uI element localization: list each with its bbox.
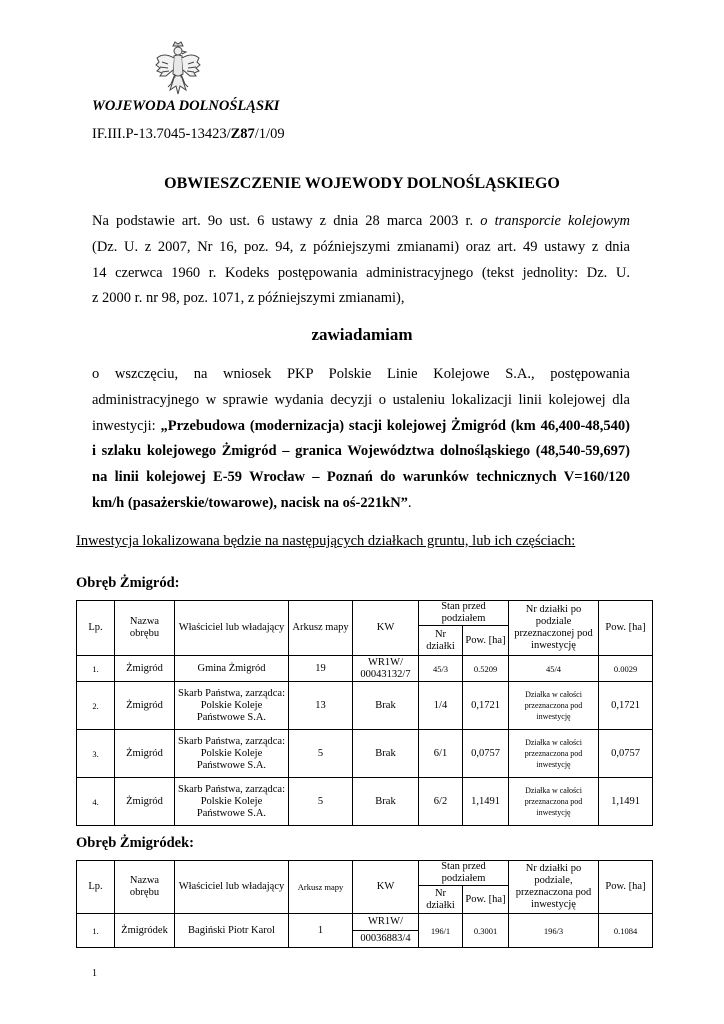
cell-nr-po: Działka w całości przeznaczona pod inwestycję xyxy=(509,730,599,778)
cell-kw: Brak xyxy=(353,730,419,778)
cell-pow-po: 0.1084 xyxy=(599,914,653,948)
para2-line5-bold: na linii kolejowej E-59 Wrocław – Poznań do warunków technicznych V=160/120 xyxy=(92,469,630,486)
para2-line4 xyxy=(92,439,630,465)
announcement-paragraph xyxy=(92,362,630,517)
reference-prefix: IF.III.P-13.7045-13423/ xyxy=(92,126,231,142)
header-pow-po: Pow. [ha] xyxy=(599,861,653,914)
header-nr-dzialki: Nr działki xyxy=(419,626,463,656)
para2-line6-period: . xyxy=(407,494,412,511)
page-number: 1 xyxy=(92,968,97,979)
cell-lp: 4. xyxy=(77,778,115,826)
cell-pow: 0,1721 xyxy=(463,682,509,730)
cell-nr-po: 45/4 xyxy=(509,656,599,682)
table-row xyxy=(77,914,653,948)
header-wlasciciel: Właściciel lub władający xyxy=(175,601,289,656)
header-nr-po-podziale: Nr działki po podziale, przeznaczona pod inwestycję xyxy=(509,861,599,914)
header-pow: Pow. [ha] xyxy=(463,626,509,656)
cell-nr: 6/2 xyxy=(419,778,463,826)
cell-arkusz: 5 xyxy=(289,730,353,778)
cell-nr-po: Działka w całości przeznaczona pod inwestycję xyxy=(509,778,599,826)
legal-basis-paragraph xyxy=(92,209,630,312)
cell-pow: 0.5209 xyxy=(463,656,509,682)
cell-kw: Brak xyxy=(353,778,419,826)
header-kw: KW xyxy=(353,601,419,656)
precinct-1-table xyxy=(76,600,653,826)
cell-obreb: Żmigród xyxy=(115,778,175,826)
para2-line5 xyxy=(92,465,630,491)
cell-wlasciciel: Skarb Państwa, zarządca: Polskie Koleje Państwowe S.A. xyxy=(175,730,289,778)
cell-kw-line1: WR1W/ xyxy=(353,914,418,931)
document-title: OBWIESZCZENIE WOJEWODY DOLNOŚLĄSKIEGO xyxy=(164,175,560,192)
cell-nr: 6/1 xyxy=(419,730,463,778)
cell-nr: 196/1 xyxy=(419,914,463,948)
para2-line1: o wszczęciu, na wniosek PKP Polskie Linie Kolejowe S.A., postępowania xyxy=(92,366,630,382)
cell-arkusz: 19 xyxy=(289,656,353,682)
para1-line1-italic: o transporcie kolejowym xyxy=(480,213,631,229)
cell-arkusz: 1 xyxy=(289,914,353,948)
investment-note: Inwestycja lokalizowana będzie na następujących działkach gruntu, lub ich częściach: xyxy=(76,533,576,549)
cell-wlasciciel: Skarb Państwa, zarządca: Polskie Koleje Państwowe S.A. xyxy=(175,682,289,730)
header-arkusz: Arkusz mapy xyxy=(289,601,353,656)
cell-nr: 1/4 xyxy=(419,682,463,730)
table-row xyxy=(77,730,653,778)
cell-kw-line2: 00036883/4 xyxy=(360,933,411,944)
para2-line3-bold: „Przebudowa (modernizacja) stacji kolejowej Żmigród (km 46,400-48,540) xyxy=(160,417,630,434)
cell-lp: 1. xyxy=(77,656,115,682)
para1-line4: z 2000 r. nr 98, poz. 1071, z późniejszymi zmianami), xyxy=(92,290,405,307)
header-pow-po: Pow. [ha] xyxy=(599,601,653,656)
cell-arkusz: 5 xyxy=(289,778,353,826)
cell-pow-po: 0,1721 xyxy=(599,682,653,730)
eagle-emblem-icon xyxy=(154,40,202,96)
header-lp: Lp. xyxy=(77,861,115,914)
para2-line6 xyxy=(92,491,630,517)
header-stan-przed: Stan przed podziałem xyxy=(419,601,509,626)
cell-obreb: Żmigród xyxy=(115,730,175,778)
cell-lp: 2. xyxy=(77,682,115,730)
table-row xyxy=(77,778,653,826)
cell-obreb: Żmigród xyxy=(115,656,175,682)
para1-line3: 14 czerwca 1960 r. Kodeks postępowania administracyjnego (tekst jednolity: Dz. U. xyxy=(92,264,630,281)
reference-number xyxy=(92,126,285,143)
cell-wlasciciel: Bagiński Piotr Karol xyxy=(175,914,289,948)
reference-suffix: /1/09 xyxy=(254,126,285,142)
cell-pow: 0.3001 xyxy=(463,914,509,948)
cell-obreb: Żmigródek xyxy=(115,914,175,948)
cell-pow: 1,1491 xyxy=(463,778,509,826)
header-nazwa-obrebu: Nazwa obrębu xyxy=(115,601,175,656)
header-lp: Lp. xyxy=(77,601,115,656)
header-nr-po-podziale: Nr działki po podziale przeznaczonej pod inwestycję xyxy=(509,601,599,656)
cell-nr: 45/3 xyxy=(419,656,463,682)
cell-lp: 3. xyxy=(77,730,115,778)
header-nr-dzialki: Nr działki xyxy=(419,886,463,914)
cell-obreb: Żmigród xyxy=(115,682,175,730)
cell-nr-po: 196/3 xyxy=(509,914,599,948)
cell-pow: 0,0757 xyxy=(463,730,509,778)
cell-kw xyxy=(353,914,419,948)
cell-pow-po: 0,0757 xyxy=(599,730,653,778)
cell-pow-po: 0.0029 xyxy=(599,656,653,682)
cell-pow-po: 1,1491 xyxy=(599,778,653,826)
para2-line3 xyxy=(92,414,630,440)
cell-kw: WR1W/ 00043132/7 xyxy=(353,656,419,682)
header-nazwa-obrebu: Nazwa obrębu xyxy=(115,861,175,914)
announcement-heading: zawiadamiam xyxy=(311,325,413,344)
precinct-1-title: Obręb Żmigród: xyxy=(76,575,180,591)
para1-line1 xyxy=(92,209,630,235)
precinct-2-title: Obręb Żmigródek: xyxy=(76,835,195,851)
cell-kw: Brak xyxy=(353,682,419,730)
cell-nr-po: Działka w całości przeznaczona pod inwestycję xyxy=(509,682,599,730)
cell-wlasciciel: Gmina Żmigród xyxy=(175,656,289,682)
para1-line1-text: Na podstawie art. 9o ust. 6 ustawy z dnia 28 marca 2003 r. xyxy=(92,213,474,229)
header-kw: KW xyxy=(353,861,419,914)
reference-bold: Z87 xyxy=(230,126,255,142)
para2-line6-bold: km/h (pasażerskie/towarowe), nacisk na oś-221kN” xyxy=(92,494,408,511)
para2-line4-bold: i szlaku kolejowego Żmigród – granica Województwa dolnośląskiego (48,540-59,697) xyxy=(92,443,630,460)
table-row xyxy=(77,656,653,682)
cell-lp: 1. xyxy=(77,914,115,948)
precinct-2-table xyxy=(76,860,653,948)
header-stan-przed: Stan przed podziałem xyxy=(419,861,509,886)
header-wlasciciel: Właściciel lub władający xyxy=(175,861,289,914)
para2-line3-text: inwestycji: xyxy=(92,417,161,434)
cell-arkusz: 13 xyxy=(289,682,353,730)
table-row xyxy=(77,682,653,730)
authority-name: WOJEWODA DOLNOŚLĄSKI xyxy=(92,98,280,114)
para2-line2: administracyjnego w sprawie wydania decyzji o ustaleniu lokalizacji linii kolejowej dla xyxy=(92,391,630,408)
cell-wlasciciel: Skarb Państwa, zarządca: Polskie Koleje Państwowe S.A. xyxy=(175,778,289,826)
para1-line2: (Dz. U. z 2007, Nr 16, poz. 94, z późniejszymi zmianami) oraz art. 49 ustawy z dnia xyxy=(92,238,630,255)
header-pow: Pow. [ha] xyxy=(463,886,509,914)
header-arkusz: Arkusz mapy xyxy=(289,861,353,914)
